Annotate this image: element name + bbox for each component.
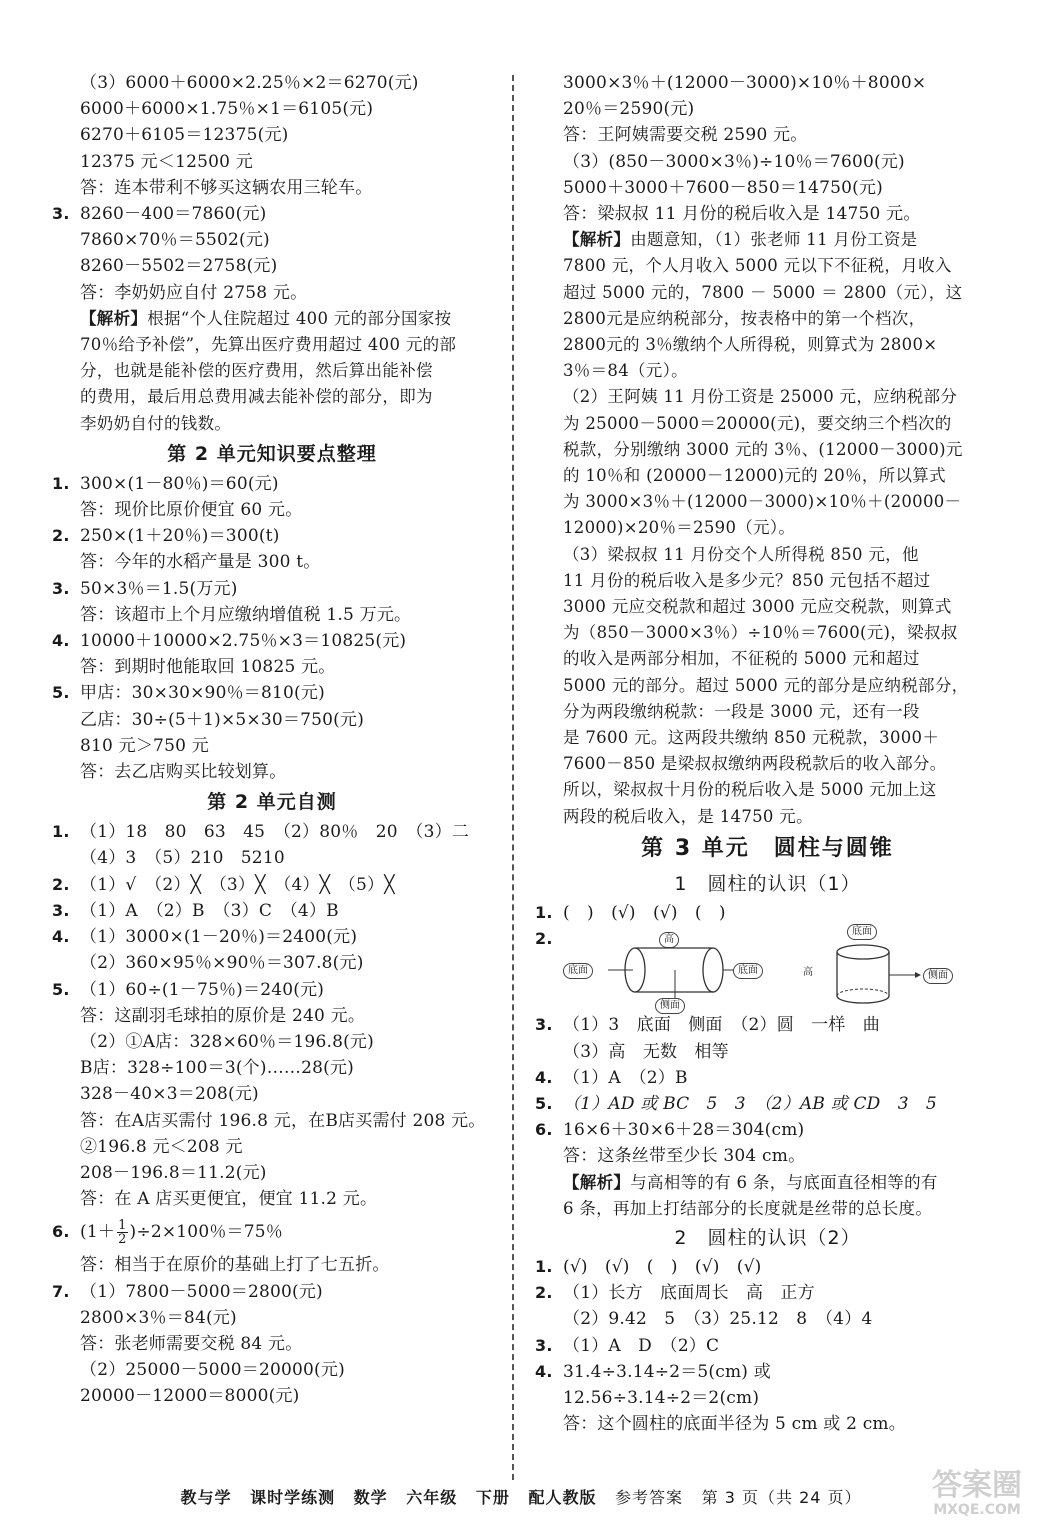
answer-line: 答：李奶奶应自付 2758 元。 [80, 282, 308, 303]
footer-brand: 教与学 [180, 1488, 232, 1507]
analysis-line: 税款，分别缴纳 3000 元的 3％、(12000－3000)元 [563, 439, 963, 459]
analysis-line: 7800 元，个人月收入 5000 元以下不征税，月收入 [563, 256, 952, 276]
analysis-line: （2）王阿姨 11 月份工资是 25000 元，应纳税部分 [563, 387, 958, 407]
answer-line: 6000＋6000×1.75％×1＝6105(元) [80, 99, 374, 120]
answer-line: 答：梁叔叔 11 月份的税后收入是 14750 元。 [563, 204, 921, 225]
answer-line: 答：去乙店购买比较划算。 [80, 762, 287, 783]
answer-item: 6. (1＋ $\frac{1}{2}$ )÷2×100％＝75％ [52, 1218, 283, 1248]
answer-line: 7860×70％＝5502(元) [80, 230, 270, 251]
analysis-line: 两段的税后收入，是 14750 元。 [563, 806, 813, 826]
analysis-line: 的收入是两部分相加，不征税的 5000 元和超过 [563, 649, 920, 669]
label-side-right: 侧面 [923, 968, 953, 984]
lesson-heading: 2 圆柱的认识（2） [674, 1226, 861, 1249]
analysis-line: 的 10％和 (20000－12000)元的 20％，所以算式 [563, 466, 946, 486]
analysis-line: 3％＝84（元）。 [563, 361, 688, 381]
answer-item: 4. （1）A （2）B [535, 1067, 688, 1088]
analysis-line: 5000 元的部分。超过 5000 元的部分是应纳税部分， [563, 675, 969, 695]
analysis-line: 李奶奶自付的钱数。 [80, 413, 232, 433]
answer-line: （3）(850－3000×3％)÷10％＝7600(元) [563, 151, 905, 172]
answer-line: 答：在 A 店买更便宜，便宜 11.2 元。 [80, 1189, 378, 1210]
answer-line: （3）6000＋6000×2.25％×2＝6270(元) [80, 73, 419, 93]
unit-heading: 第 3 单元 圆柱与圆锥 [641, 835, 894, 861]
answer-item: 3. （1）A （2）B （3）C （4）B [52, 900, 339, 921]
section-heading: 第 2 单元自测 [207, 791, 337, 814]
analysis-line: 分为两段缴纳税款：一段是 3000 元，还有一段 [563, 701, 920, 721]
answer-line: 2800×3％＝84(元) [80, 1307, 237, 1328]
cylinder-diagram [563, 926, 1000, 1012]
left-column [52, 70, 492, 1410]
answer-line: 答：到期时他能取回 10825 元。 [80, 657, 336, 678]
label-base-right: 底面 [733, 963, 763, 979]
answer-line: （3）高 无数 相等 [563, 1041, 729, 1062]
answer-item: 2. [535, 929, 553, 949]
analysis-line: （3）梁叔叔 11 月份交个人所得税 850 元，他 [563, 544, 919, 564]
answer-line: （2）25000－5000＝20000(元) [80, 1360, 345, 1381]
answer-line: B店：328÷100＝3(个)……28(元) [80, 1058, 355, 1079]
analysis-line: 6 条，再加上打结部分的长度就是丝带的总长度。 [563, 1198, 933, 1218]
answer-line: 3000×3％＋(12000－3000)×10％＋8000× [563, 73, 927, 93]
answer-item: 1. ( ) (√) (√) ( ) [535, 902, 726, 923]
label-height: 高 [659, 932, 679, 948]
answer-item: 4. （1）3000×(1－20％)＝2400(元) [52, 927, 358, 948]
analysis-line: 分，也就是能补偿的医疗费用，然后算出能补偿 [80, 361, 433, 381]
answer-line: 乙店：30÷(5＋1)×5×30＝750(元) [80, 709, 365, 730]
answer-item: 5. （1）AD 或 BC 5 3 （2）AB 或 CD 3 5 [535, 1093, 937, 1114]
right-column [535, 70, 1000, 1437]
analysis-line: 为 25000－5000＝20000(元)，要交纳三个档次的 [563, 413, 952, 433]
answer-line: 答：相当于在原价的基础上打了七五折。 [80, 1255, 390, 1276]
answer-item: 4. 10000＋10000×2.75％×3＝10825(元) [52, 631, 407, 652]
answer-item: 4. 31.4÷3.14÷2＝5(cm) 或 [535, 1361, 771, 1382]
footer-subject: 数学 [353, 1488, 388, 1507]
analysis-line: 为 3000×3％＋(12000－3000)×10％＋(20000－ [563, 492, 962, 512]
answer-line: 328－40×3＝208(元) [80, 1084, 259, 1105]
analysis-line: 为（850－3000×3％）÷10％＝7600(元)，梁叔叔 [563, 623, 958, 643]
analysis-line: 【解析】与高相等的有 6 条，与底面直径相等的有 [563, 1172, 938, 1192]
answer-item: 2. （1）√ （2）╳ （3）╳ （4）╳ （5）╳ [52, 874, 395, 895]
answer-line: 12.56÷3.14÷2＝2(cm) [563, 1387, 760, 1408]
analysis-line: 12000)×20％＝2590（元）。 [563, 518, 796, 538]
label-base-left: 底面 [563, 963, 593, 979]
label-base-top: 底面 [847, 924, 877, 940]
page-number: 第 3 页（共 24 页） [701, 1488, 862, 1507]
answer-line: 5000＋3000＋7600－850＝14750(元) [563, 177, 883, 198]
footer-volume: 下册 [475, 1488, 510, 1507]
analysis-line: 7600－850 是梁叔叔缴纳两段税款后的收入部分。 [563, 754, 947, 774]
analysis-line: 3000 元应交税款和超过 3000 元应交税款，则算式 [563, 597, 952, 617]
answer-item: 2. （1）长方 底面周长 高 正方 [535, 1283, 815, 1304]
answer-line: 答：该超市上个月应缴纳增值税 1.5 万元。 [80, 604, 412, 625]
analysis-line: 【解析】根据“个人住院超过 400 元的部分国家按 [80, 308, 452, 328]
answer-item: 2. 250×(1＋20％)＝300(t) [52, 526, 280, 547]
answer-item: 3. （1）A D （2）C [535, 1335, 720, 1356]
answer-item: 3. （1）3 底面 侧面 （2）圆 一样 曲 [535, 1015, 880, 1036]
answer-item: 3. 50×3％＝1.5(万元) [52, 578, 238, 599]
section-heading: 第 2 单元知识要点整理 [167, 442, 377, 465]
analysis-line: 70％给予补偿”，先算出医疗费用超过 400 元的部 [80, 335, 457, 355]
answer-line: （2）9.42 5 （3）25.12 8 （4）4 [563, 1309, 873, 1330]
answer-item: 7. （1）7800－5000＝2800(元) [52, 1281, 323, 1302]
answer-line: 8260－5502＝2758(元) [80, 256, 278, 277]
analysis-line: 2800元是应纳税部分，按表格中的第一个档次， [563, 308, 926, 328]
answer-line: 答：这副羽毛球拍的原价是 240 元。 [80, 1005, 366, 1026]
answer-item: 5. 甲店：30×30×90％＝810(元) [52, 683, 325, 704]
label-side: 侧面 [655, 998, 685, 1014]
answer-item: 5. （1）60÷(1－75％)＝240(元) [52, 979, 325, 1000]
analysis-line: 的费用，最后用总费用减去能补偿的部分，即为 [80, 387, 433, 407]
footer-series: 课时学练测 [250, 1488, 336, 1507]
item-number: 3. [52, 204, 70, 224]
label-height-2: 高 [799, 966, 817, 980]
answer-item: 1. (√) (√) ( ) (√) (√) [535, 1256, 762, 1277]
answer-line: 20％＝2590(元) [563, 99, 695, 120]
answer-line: （2）①A店：328×60％＝196.8(元) [80, 1031, 374, 1052]
analysis-line: 【解析】由题意知，（1）张老师 11 月份工资是 [563, 230, 918, 250]
answer-line: 6270＋6105＝12375(元) [80, 125, 289, 146]
footer-grade: 六年级 [406, 1488, 458, 1507]
analysis-line: 11 月份的税后收入是多少元？850 元包括不超过 [563, 570, 931, 590]
answer-line: 答：这条丝带至少长 304 cm。 [563, 1146, 806, 1167]
footer-edition: 配人教版 [528, 1488, 597, 1507]
footer-section: 参考答案 [615, 1488, 684, 1507]
column-divider [512, 75, 514, 1480]
watermark-logo: 答案圈 MXQE.COM [932, 1468, 1022, 1518]
analysis-line: 超过 5000 元的，7800 － 5000 ＝ 2800（元），这 [563, 282, 963, 302]
analysis-line: 是 7600 元。这两段共缴纳 850 元税款，3000＋ [563, 728, 940, 748]
answer-line: 20000－12000＝8000(元) [80, 1386, 300, 1407]
answer-line: （2）360×95％×90％＝307.8(元) [80, 953, 364, 974]
answer-line: 答：在A店买需付 196.8 元，在B店买需付 208 元。 [80, 1110, 486, 1131]
answer-line: 答：连本带利不够买这辆农用三轮车。 [80, 177, 373, 198]
fraction: $\frac{1}{2}$ [118, 1218, 127, 1248]
answer-line: 208－196.8＝11.2(元) [80, 1162, 267, 1183]
page-footer [0, 1485, 1042, 1508]
lesson-heading: 1 圆柱的认识（1） [674, 872, 861, 895]
answer-line: 810 元＞750 元 [80, 735, 209, 756]
analysis-line: 所以，梁叔叔十月份的税后收入是 5000 元加上这 [563, 780, 937, 800]
answer-line: 答：现价比原价便宜 60 元。 [80, 500, 303, 521]
analysis-line: 2800元的 3％缴纳个人所得税，则算式为 2800× [563, 335, 938, 355]
answer-line: 答：王阿姨需要交税 2590 元。 [563, 125, 808, 146]
answer-line: ②196.8 元＜208 元 [80, 1136, 243, 1157]
answer-item: 1. （1）18 80 63 45 （2）80％ 20 （3）二 [52, 822, 470, 843]
answer-line: （4）3 （5）210 5210 [80, 848, 285, 869]
answer-line: 答：张老师需要交税 84 元。 [80, 1333, 303, 1354]
answer-item: 6. 16×6＋30×6＋28＝304(cm) [535, 1120, 805, 1141]
answer-line: 12375 元＜12500 元 [80, 151, 253, 172]
answer-item: 1. 300×(1－80％)＝60(元) [52, 473, 279, 494]
answer-item: 3. 8260－400＝7860(元) [52, 201, 492, 227]
answer-line: 答：这个圆柱的底面半径为 5 cm 或 2 cm。 [563, 1414, 906, 1435]
answer-line: 答：今年的水稻产量是 300 t。 [80, 552, 321, 573]
